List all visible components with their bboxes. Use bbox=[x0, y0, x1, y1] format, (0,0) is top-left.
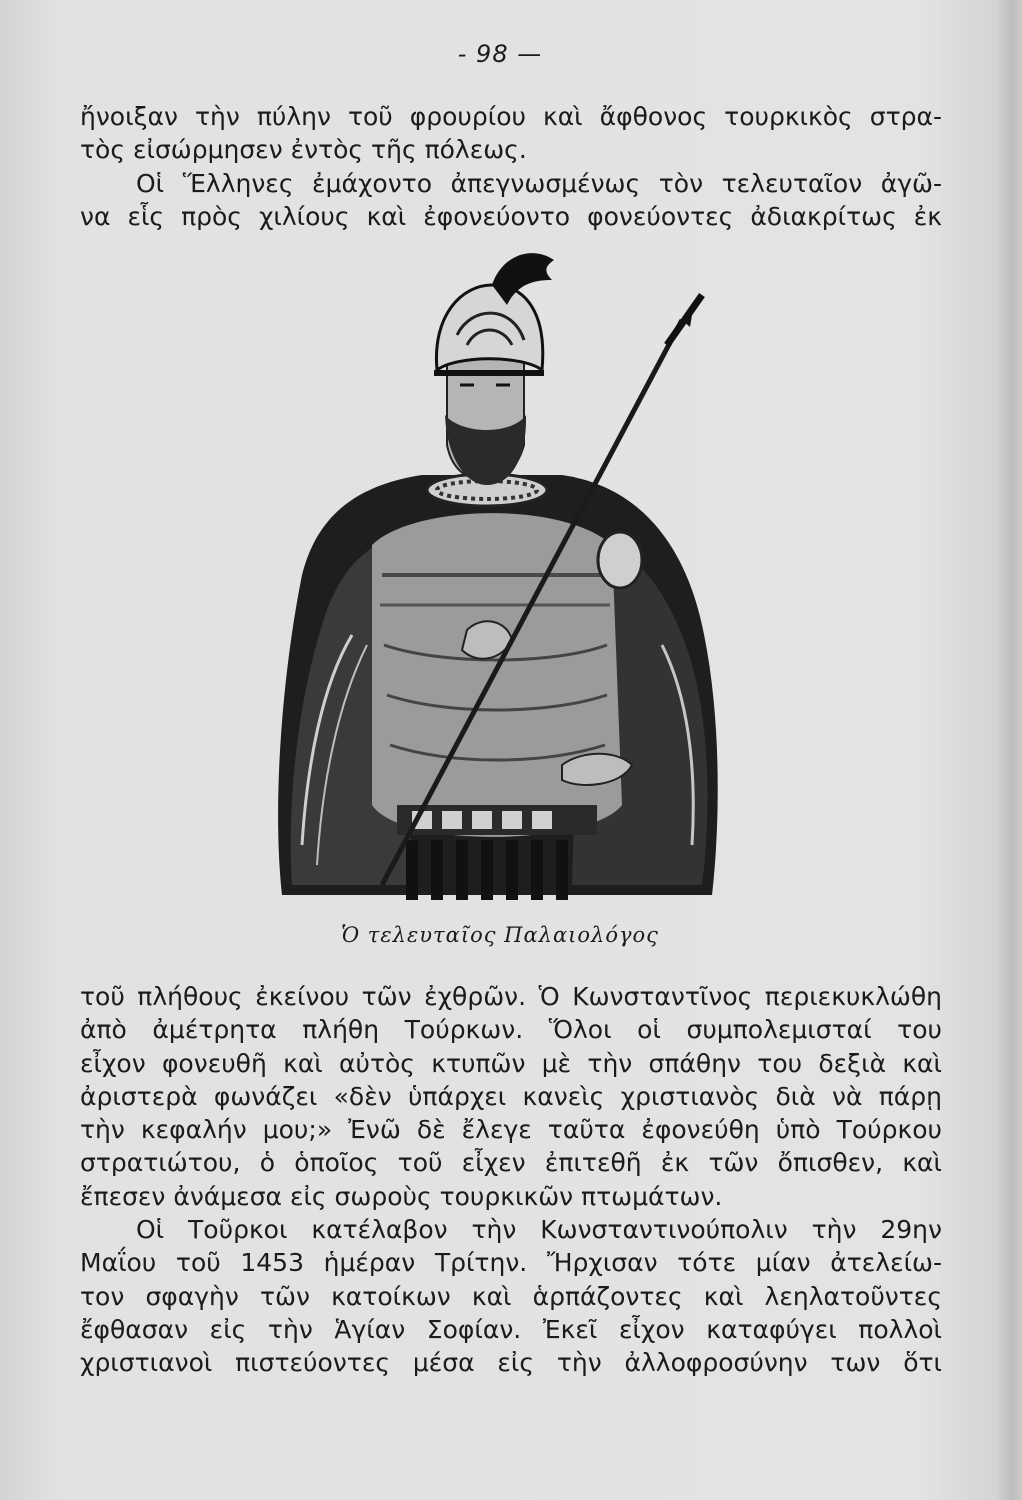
text-line: Οἱ Τοῦρκοι κατέλαβον τὴν Κωνσταντινούπολιν τὴν 29ην bbox=[136, 1215, 942, 1244]
text-line: τὴν κεφαλήν μου;» Ἐνῶ δὲ ἔλεγε ταῦτα ἐφονεύθη ὑπὸ Τούρκου bbox=[80, 1115, 942, 1145]
text-line: ἔφθασαν εἰς τὴν Ἁγίαν Σοφίαν. Ἐκεῖ εἶχον καταφύγει πολλοὶ bbox=[80, 1314, 942, 1344]
figure-caption: Ὁ τελευταῖος Παλαιολόγος bbox=[341, 923, 659, 947]
text-line: Μαΐου τοῦ 1453 ἡμέραν Τρίτην. Ἤρχισαν τότε μίαν ἀτελείω- bbox=[80, 1248, 942, 1278]
page-edge-shadow bbox=[998, 0, 1022, 1500]
text-line: ἀριστερὰ φωνάζει «δὲν ὑπάρχει κανεὶς χριστιανὸς διὰ νὰ πάρῃ bbox=[80, 1081, 942, 1111]
text-line: τοῦ πλήθους ἐκείνου τῶν ἐχθρῶν. Ὁ Κωνσταντῖνος περιεκυκλώθη bbox=[80, 982, 942, 1011]
text-line: ἤνοιξαν τὴν πύλην τοῦ φρουρίου καὶ ἄφθονος τουρκικὸς στρα- bbox=[80, 102, 942, 131]
text-line: ἔπεσεν ἀνάμεσα εἰς σωροὺς τουρκικῶν πτωμάτων. bbox=[80, 1181, 723, 1211]
text-line: χριστιανοὶ πιστεύοντες μέσα εἰς τὴν ἀλλοφροσύνην των ὅτι bbox=[80, 1348, 942, 1378]
illustration-palaiologos bbox=[262, 245, 724, 905]
text-line: να εἷς πρὸς χιλίους καὶ ἐφονεύοντο φονεύοντες ἀδιακρίτως ἐκ bbox=[80, 201, 942, 231]
text-line: εἶχον φονευθῆ καὶ αὐτὸς κτυπῶν μὲ τὴν σπάθην του δεξιὰ καὶ bbox=[80, 1048, 942, 1078]
paragraph-death-of-constantine bbox=[80, 980, 942, 1213]
engraving-warrior-figure bbox=[262, 245, 724, 905]
paragraph-fall-of-city bbox=[80, 1213, 942, 1379]
page-number: - 98 — bbox=[457, 40, 543, 68]
text-line: Οἱ Ἕλληνες ἐμάχοντο ἀπεγνωσμένως τὸν τελευταῖον ἀγῶ- bbox=[136, 168, 942, 198]
text-line: ἀπὸ ἀμέτρητα πλήθη Τούρκων. Ὅλοι οἱ συμπολεμισταί του bbox=[80, 1015, 942, 1045]
paragraph-opening bbox=[80, 100, 942, 233]
text-line: στρατιώτου, ὁ ὁποῖος τοῦ εἶχεν ἐπιτεθῆ ἐκ τῶν ὄπισθεν, καὶ bbox=[80, 1148, 942, 1178]
text-line: τὸς εἰσώρμησεν ἐντὸς τῆς πόλεως. bbox=[80, 135, 527, 165]
text-line: τον σφαγὴν τῶν κατοίκων καὶ ἁρπάζοντες καὶ λεηλατοῦντες bbox=[80, 1281, 942, 1311]
